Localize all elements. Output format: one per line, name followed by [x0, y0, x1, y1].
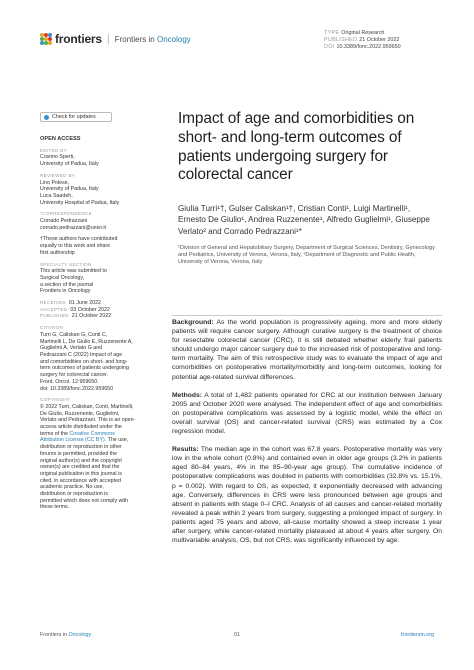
date-value: 03 October 2022: [70, 306, 110, 313]
copyright-label: COPYRIGHT: [40, 397, 71, 403]
update-check-icon: [44, 115, 49, 120]
article-header: [178, 110, 436, 266]
equal-contribution-note: †These authors have contributed equally to this work and share first authorship: [40, 236, 118, 256]
journal-prefix: Frontiers in: [114, 34, 155, 44]
abstract-section-head: Background:: [172, 319, 214, 326]
citation-text: Turri G, Caliskan G, Conti C, Martinelli L, De Giulio E, Ruzzenente A, Guglielmi A, Verlato G and Pedrazzani C (2022) Impact of age and comorbidities on short- and long- term outcomes of patients undergoing surgery for colorectal cancer. Front. Oncol. 12:959650. doi: 10.3389/fonc.2022.959650: [40, 331, 133, 392]
copyright-text-part: © 2022 Turri, Caliskan, Conti, Martinelli, De Giulio, Ruzzenente, Guglielmi, Verlato and Pedrazzani. This is an open- access article distributed under the terms of the: [40, 403, 136, 437]
specialty-section-text: This article was submitted to Surgical Oncology, a section of the journal Frontiers in Oncology: [40, 268, 107, 295]
correspondence-text[interactable]: Corrado Pedrazzani corrado.pedrazzani@univr.it: [40, 218, 107, 231]
cc-by-license-link[interactable]: Creative Commons Attribution License (CC BY): [40, 430, 115, 444]
copyright-text: [40, 404, 140, 511]
correspondence-label: *CORRESPONDENCE: [40, 211, 92, 217]
open-access-label: OPEN ACCESS: [40, 136, 81, 142]
meta-published: [324, 37, 434, 44]
abstract: [172, 318, 442, 554]
check-for-updates-button[interactable]: [40, 112, 112, 122]
article-sidebar: [40, 112, 140, 511]
journal-name: Oncology: [156, 34, 191, 44]
article-meta: [324, 30, 434, 51]
abstract-section-head: Methods:: [172, 391, 202, 399]
author-affiliations: ¹Division of General and Hepatobiliary Surgery, Department of Surgical Sciences, Dentistry, Gynecology and Pediatrics, University of Verona, Verona, Italy, ²Department of Diagnostic and Public Health, University of Verona, Verona, Italy: [178, 244, 435, 266]
footer-site-text: frontiersin.org: [401, 632, 434, 638]
author-list: Giulia Turri¹†, Gulser Caliskan¹†, Cristian Conti¹, Luigi Martinelli¹, Ernesto De Giulio¹, Andrea Ruzzenente¹, Alfredo Guglielmi¹, Giuseppe Verlato² and Corrado Pedrazzani¹*: [178, 204, 430, 236]
abstract-background: [172, 318, 442, 382]
check-updates-label: Check for updates: [52, 113, 96, 120]
meta-doi: [324, 44, 434, 51]
meta-key: TYPE: [324, 30, 340, 36]
abstract-methods: [172, 391, 442, 436]
edited-by-label: EDITED BY: [40, 147, 67, 153]
meta-key: PUBLISHED: [324, 37, 358, 43]
citation-label: CITATION: [40, 325, 64, 331]
date-key: ACCEPTED: [40, 306, 68, 312]
reviewed-by-text: Lino Polese, University of Padua, Italy Luca Saadeh, University Hospital of Padua, Italy: [40, 179, 120, 206]
page-number: 01: [234, 632, 240, 638]
specialty-section-label: SPECIALTY SECTION: [40, 261, 92, 267]
meta-value: 21 October 2022: [359, 37, 400, 43]
footer-site-link[interactable]: [401, 632, 434, 638]
edited-by-text: Cosimo Sperti, University of Padua, Italy: [40, 154, 99, 168]
abstract-results: [172, 445, 442, 545]
copyright-text-part: . The use, distribution or reproduction in other forums is permitted, provided the original author(s) and the copyright owner(s) are credited and that the original publication in this journal is cited, in accordance with accepted academic practice. No use, distribution or reproduction is permitted which does not comply with these terms.: [40, 437, 129, 511]
journal-logo[interactable]: [40, 32, 191, 46]
article-dates: [40, 300, 140, 320]
meta-key: DOI: [324, 44, 335, 50]
abstract-divider: [172, 315, 442, 316]
journal-title: [115, 35, 191, 44]
frontiers-logo-icon: [40, 33, 52, 45]
page-header: [40, 30, 434, 50]
date-received: [40, 300, 140, 307]
footer-journal-name: Oncology: [68, 632, 92, 638]
article-title: Impact of age and comorbidities on short- and long-term outcomes of patients undergoing surgery for colorectal cancer: [178, 110, 415, 184]
footer-journal-prefix: Frontiers in: [40, 632, 67, 638]
doi-link[interactable]: 10.3389/fonc.2022.959650: [336, 44, 401, 50]
date-published: [40, 313, 140, 320]
date-accepted: [40, 307, 140, 314]
meta-type: [324, 30, 434, 37]
date-key: RECEIVED: [40, 300, 66, 306]
abstract-section-body: As the world population is progressively ageing, more and more elderly patients will require cancer surgery. Although curative surgery is the treatment of choice for resectable colorectal cancer (CRC), it is still debated whether elderly frail patients should undergo major cancer surgery due to the increased risk of postoperative and long-term mortality. The aim of this retrospective study was to evaluate the impact of age and comorbidities on postoperative mortality/morbidity and long-term outcomes, looking for potential age-related survival differences.: [172, 319, 442, 381]
date-key: PUBLISHED: [40, 313, 69, 319]
reviewed-by-label: REVIEWED BY: [40, 172, 76, 178]
date-value: 01 June 2022: [68, 300, 101, 307]
brand-name: frontiers: [55, 32, 102, 46]
abstract-section-head: Results:: [172, 446, 199, 454]
meta-value: Original Research: [341, 30, 385, 36]
date-value: 21 October 2022: [71, 313, 112, 320]
abstract-section-body: The median age in the cohort was 67.8 years. Postoperative mortality was very low in the whole cohort (0.8%) and contained even in older age groups (3.2% in patients aged 80–84 years, 4% in the 85–90-year age group). The cumulative incidence of postoperative complications was doubled in patients with comorbidities (32.8% vs. 15.1%, p = 0.002). With regard to OS, as expected, it exponentially decreased with advancing age. Conversely, differences in CRS were less pronounced between age groups and absent in patients with stage 0–I CRC. Analysis of all causes and cancer-related mortality revealed a peak within 2 years from surgery, suggesting a prolonged impact of surgery. In patients aged 75 years and above, all-cause mortality showed a steep increase 1 year after surgery, while cancer-related mortality plateaued at about 4 years after surgery. On multivariable analysis, OS, but not CRS, was significantly influenced by age.: [172, 446, 442, 545]
abstract-section-body: A total of 1,482 patients operated for CRC at our institution between January 2005 and October 2020 were analysed. The independent effect of age and comorbidities on postoperative complications was assessed by a logistic model, while the effect on overall survival (OS) and cancer-related survival (CRS) was estimated by a Cox regression model.: [172, 391, 442, 436]
header-separator: |: [106, 33, 110, 45]
